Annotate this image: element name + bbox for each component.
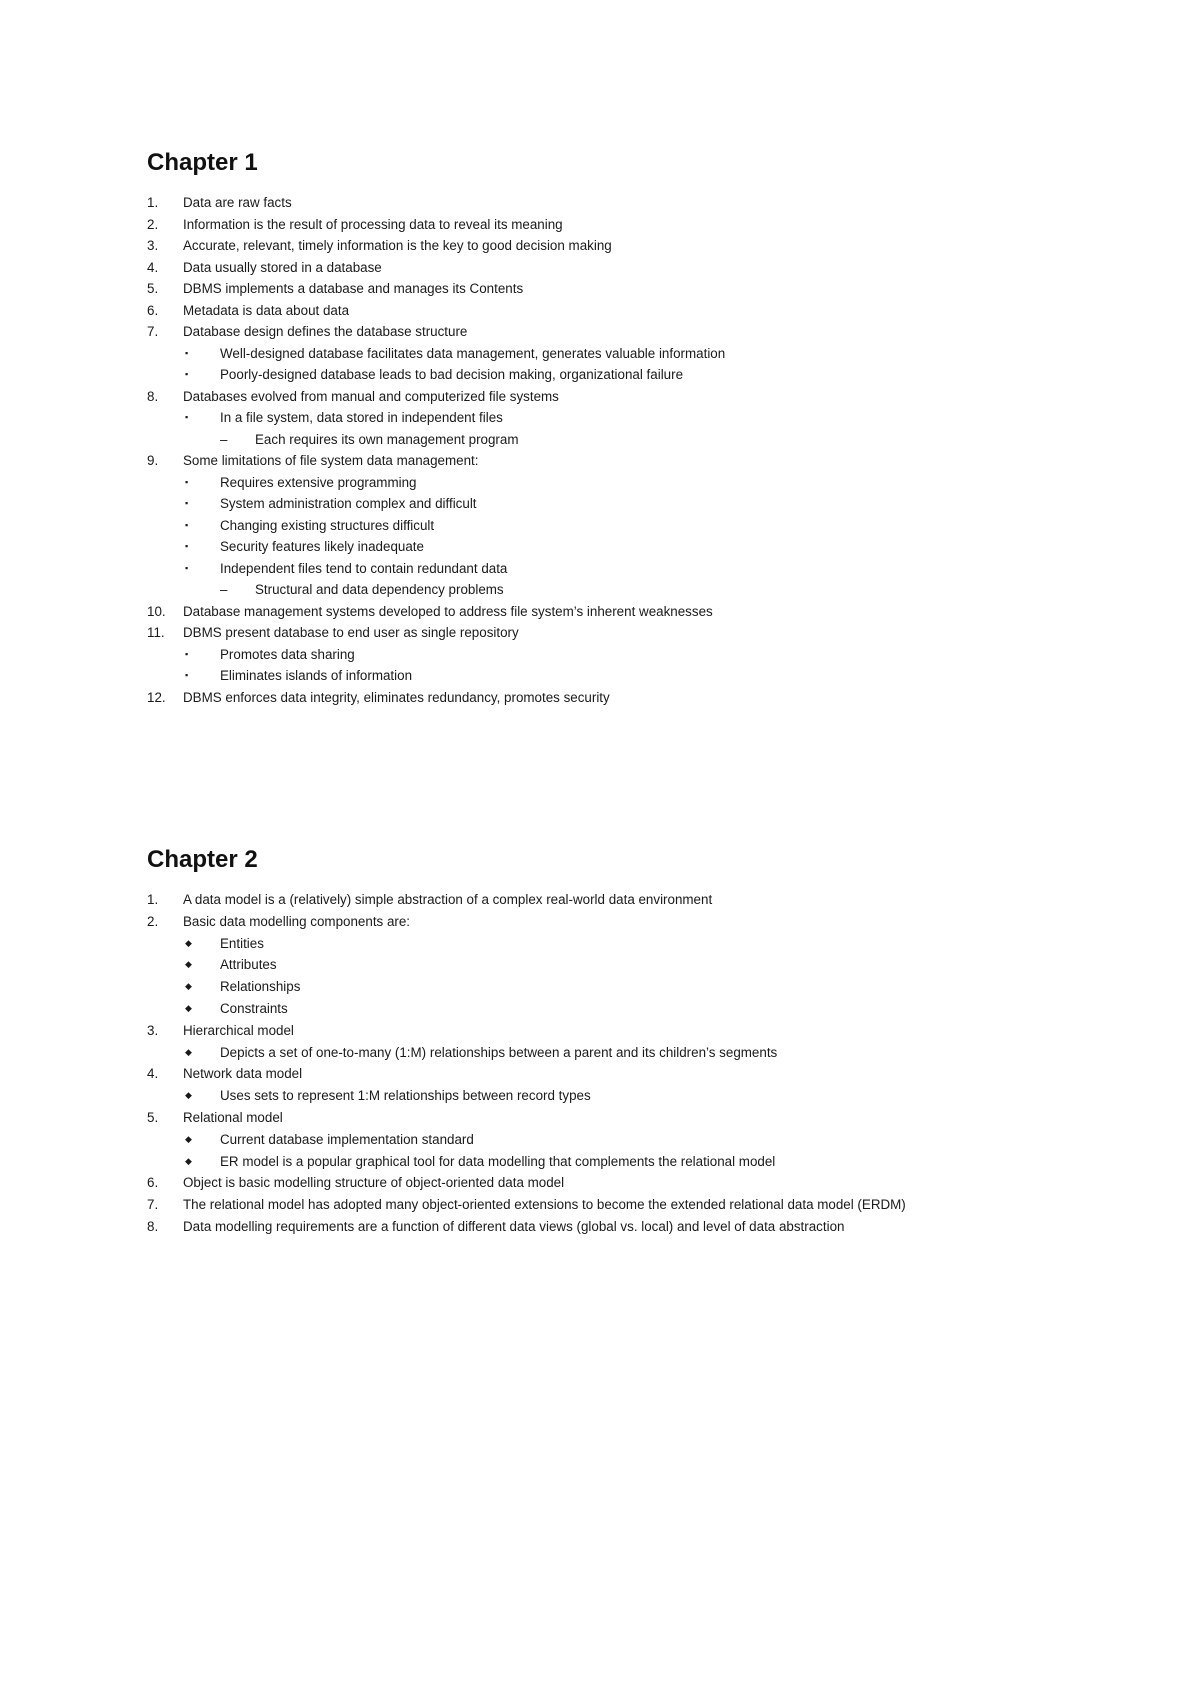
list-item xyxy=(147,300,1147,322)
list-number: 3. xyxy=(147,238,159,253)
list-number: 7. xyxy=(147,324,159,339)
diamond-bullet-icon: ◆ xyxy=(185,1090,192,1101)
square-bullet-icon: ▪ xyxy=(185,670,189,680)
list-item xyxy=(147,192,1147,214)
list-number: 12. xyxy=(147,689,166,705)
square-bullet-icon: ▪ xyxy=(185,498,189,508)
chapter-2-section xyxy=(147,845,1147,1238)
list-item-text: Network data model xyxy=(183,1066,303,1082)
sub-sub-list-item xyxy=(147,579,1147,601)
list-item xyxy=(147,386,1147,408)
list-item-text: Constraints xyxy=(220,1000,288,1016)
sub-list-item xyxy=(147,644,1147,666)
square-bullet-icon: ▪ xyxy=(185,519,189,530)
list-item-text: Structural and data dependency problems xyxy=(255,582,504,597)
chapter-1-section xyxy=(147,148,1147,708)
list-item-text: Changing existing structures difficult xyxy=(220,517,435,533)
list-item-text: System administration complex and difficult xyxy=(220,496,477,511)
list-number: 2. xyxy=(147,216,159,232)
list-item xyxy=(147,601,1147,623)
dash-bullet-icon: – xyxy=(220,431,228,447)
chapter-1-title: Chapter 1 xyxy=(147,149,258,176)
list-item xyxy=(147,1020,1147,1042)
list-item-text: Information is the result of processing data to reveal its meaning xyxy=(183,216,563,232)
list-item-text: Requires extensive programming xyxy=(220,474,417,490)
list-number: 4. xyxy=(147,259,159,275)
list-item-text: Uses sets to represent 1:M relationships between record types xyxy=(220,1088,591,1104)
list-item xyxy=(147,214,1147,236)
list-item-text: A data model is a (relatively) simple abstraction of a complex real-world data environment xyxy=(183,892,713,907)
list-item-text: Basic data modelling components are: xyxy=(183,913,411,929)
list-number: 9. xyxy=(147,453,159,468)
list-item-text: Databases evolved from manual and computerized file systems xyxy=(183,388,559,404)
sub-list-item xyxy=(147,343,1147,365)
sub-list-item xyxy=(147,954,1147,976)
diamond-bullet-icon: ◆ xyxy=(185,1002,192,1013)
list-item-text: Security features likely inadequate xyxy=(220,539,424,554)
list-item xyxy=(147,1194,1147,1216)
list-item xyxy=(147,622,1147,644)
sub-list-item xyxy=(147,1042,1147,1064)
list-item-text: Current database implementation standard xyxy=(220,1131,474,1147)
list-item-text: ER model is a popular graphical tool for data modelling that complements the relational model xyxy=(220,1153,776,1169)
sub-list-item xyxy=(147,407,1147,429)
list-item-text: Eliminates islands of information xyxy=(220,668,413,683)
list-number: 4. xyxy=(147,1066,159,1082)
list-item-text: In a file system, data stored in independent files xyxy=(220,410,503,425)
list-item xyxy=(147,1107,1147,1129)
diamond-bullet-icon: ◆ xyxy=(185,981,192,992)
list-item xyxy=(147,257,1147,279)
list-item-text: Data usually stored in a database xyxy=(183,259,382,275)
diamond-bullet-icon: ◆ xyxy=(185,937,192,948)
list-item-text: Relationships xyxy=(220,979,301,995)
list-item-text: Relational model xyxy=(183,1109,283,1125)
list-number: 3. xyxy=(147,1022,159,1038)
list-item-text: Data are raw facts xyxy=(183,195,292,210)
sub-list-item xyxy=(147,933,1147,955)
sub-list-item xyxy=(147,493,1147,515)
list-number: 8. xyxy=(147,1218,159,1234)
sub-list-item xyxy=(147,364,1147,386)
list-number: 1. xyxy=(147,892,159,907)
square-bullet-icon: ▪ xyxy=(185,541,189,551)
chapter-1-list xyxy=(147,192,1147,708)
list-item xyxy=(147,889,1147,911)
square-bullet-icon: ▪ xyxy=(185,347,189,358)
list-item-text: Depicts a set of one-to-many (1:M) relationships between a parent and its children’s segments xyxy=(220,1044,778,1060)
diamond-bullet-icon: ◆ xyxy=(185,1155,192,1166)
list-number: 10. xyxy=(147,603,166,619)
list-item-text: DBMS implements a database and manages its Contents xyxy=(183,281,524,296)
diamond-bullet-icon: ◆ xyxy=(185,1046,192,1057)
list-item xyxy=(147,687,1147,709)
list-item-text: The relational model has adopted many object-oriented extensions to become the extended relational data model (ERDM) xyxy=(183,1197,906,1213)
sub-list-item xyxy=(147,515,1147,537)
list-item xyxy=(147,235,1147,257)
sub-list-item xyxy=(147,1085,1147,1107)
chapter-2-title: Chapter 2 xyxy=(147,846,258,873)
sub-list-item xyxy=(147,558,1147,580)
list-number: 2. xyxy=(147,913,159,929)
square-bullet-icon: ▪ xyxy=(185,369,189,379)
sub-list-item xyxy=(147,536,1147,558)
list-number: 8. xyxy=(147,388,159,404)
sub-list-item xyxy=(147,472,1147,494)
square-bullet-icon: ▪ xyxy=(185,476,189,487)
list-item-text: DBMS enforces data integrity, eliminates redundancy, promotes security xyxy=(183,689,610,705)
list-item-text: Each requires its own management program xyxy=(255,431,519,447)
sub-list-item xyxy=(147,1151,1147,1173)
list-item-text: Metadata is data about data xyxy=(183,302,350,318)
list-item xyxy=(147,450,1147,472)
list-item xyxy=(147,1172,1147,1194)
list-item-text: Database management systems developed to address file system’s inherent weaknesses xyxy=(183,603,713,619)
list-item-text: Object is basic modelling structure of object-oriented data model xyxy=(183,1175,565,1191)
sub-list-item xyxy=(147,998,1147,1020)
list-item xyxy=(147,278,1147,300)
dash-bullet-icon: – xyxy=(220,582,228,597)
sub-list-item xyxy=(147,665,1147,687)
list-item-text: Independent files tend to contain redundant data xyxy=(220,560,508,576)
list-item xyxy=(147,321,1147,343)
list-item xyxy=(147,911,1147,933)
sub-sub-list-item xyxy=(147,429,1147,451)
square-bullet-icon: ▪ xyxy=(185,562,189,573)
square-bullet-icon: ▪ xyxy=(185,412,189,422)
sub-list-item xyxy=(147,976,1147,998)
list-item-text: Accurate, relevant, timely information is the key to good decision making xyxy=(183,238,612,253)
list-item-text: Hierarchical model xyxy=(183,1022,294,1038)
list-item-text: Poorly-designed database leads to bad decision making, organizational failure xyxy=(220,367,684,382)
list-number: 11. xyxy=(147,625,165,640)
list-item xyxy=(147,1063,1147,1085)
list-item-text: Attributes xyxy=(220,957,277,973)
list-item-text: Some limitations of file system data management: xyxy=(183,453,479,468)
list-item-text: Promotes data sharing xyxy=(220,646,355,662)
list-item-text: Data modelling requirements are a function of different data views (global vs. local) and level of data abstraction xyxy=(183,1218,845,1234)
list-number: 7. xyxy=(147,1197,159,1213)
list-number: 6. xyxy=(147,1175,159,1191)
chapter-2-list xyxy=(147,889,1147,1238)
sub-list-item xyxy=(147,1129,1147,1151)
list-number: 5. xyxy=(147,281,159,296)
list-number: 6. xyxy=(147,302,159,318)
list-item-text: Database design defines the database structure xyxy=(183,324,468,339)
list-item-text: DBMS present database to end user as single repository xyxy=(183,625,519,640)
list-item-text: Entities xyxy=(220,935,264,951)
list-number: 5. xyxy=(147,1109,159,1125)
list-number: 1. xyxy=(147,195,159,210)
list-item xyxy=(147,1216,1147,1238)
diamond-bullet-icon: ◆ xyxy=(185,959,192,970)
list-item-text: Well-designed database facilitates data management, generates valuable information xyxy=(220,345,726,361)
square-bullet-icon: ▪ xyxy=(185,648,189,659)
diamond-bullet-icon: ◆ xyxy=(185,1133,192,1144)
